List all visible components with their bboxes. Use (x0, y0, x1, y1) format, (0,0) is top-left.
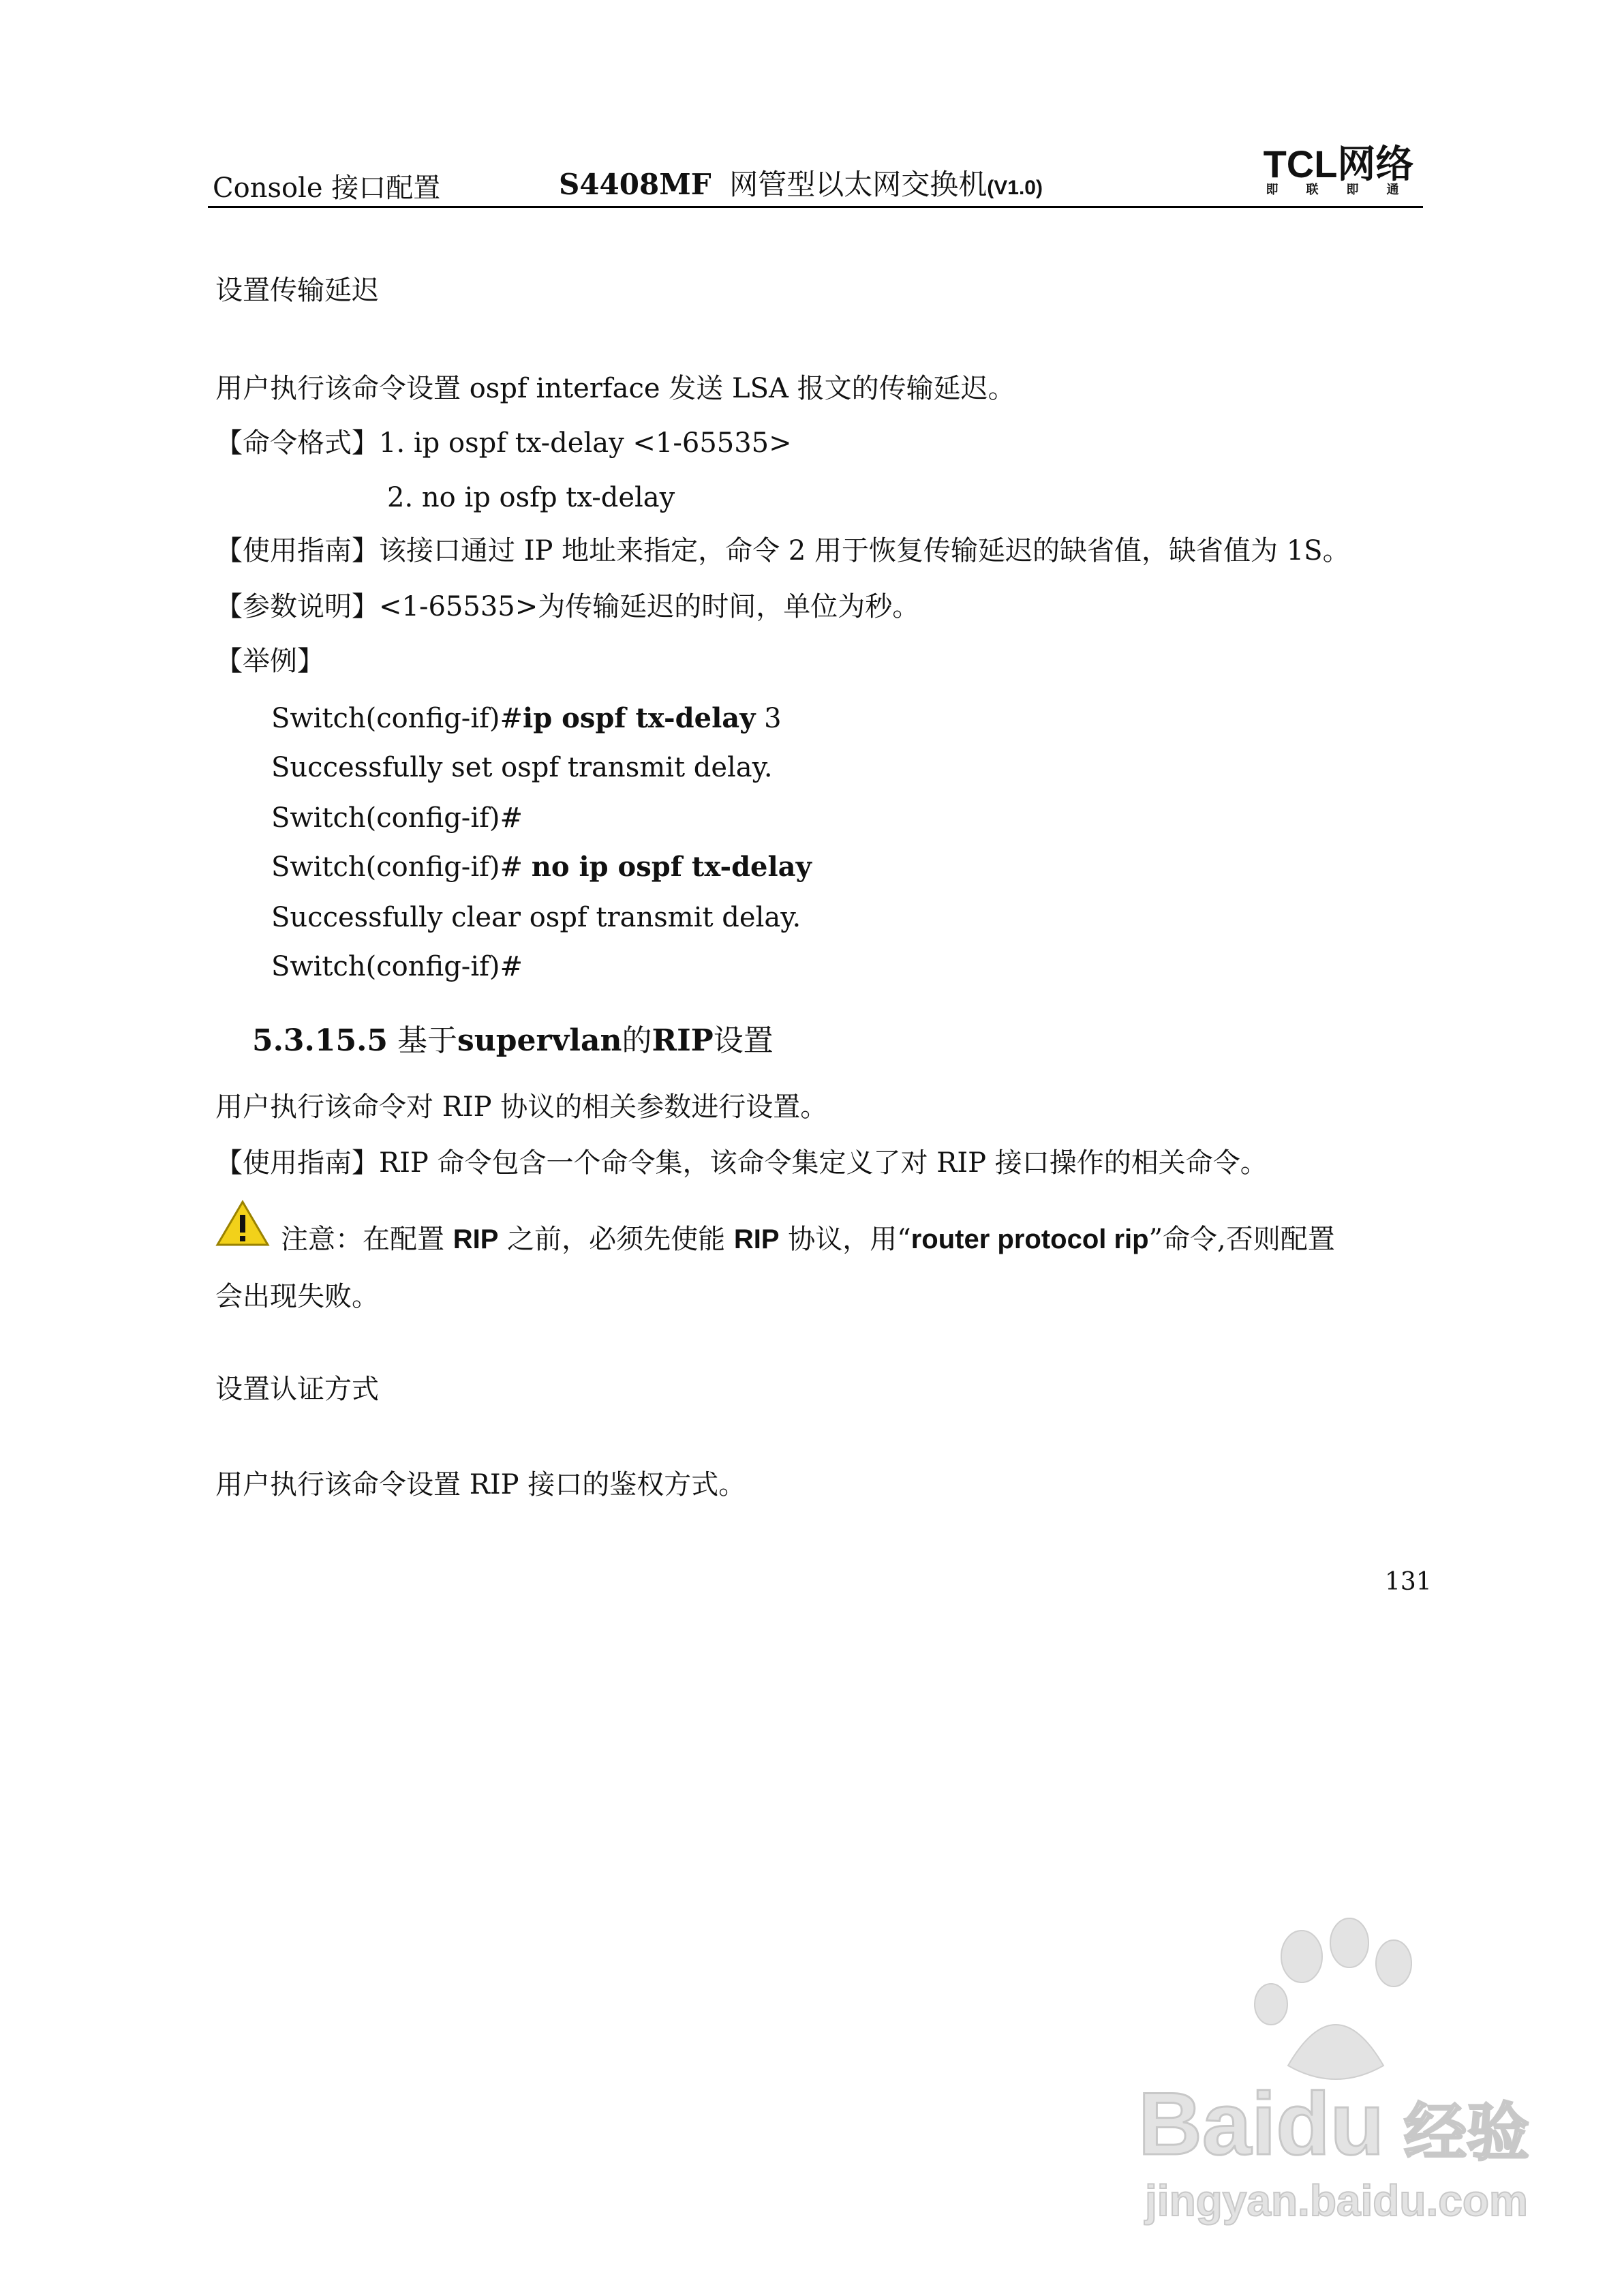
example-line-6: Switch(config-if)# (271, 951, 523, 982)
example-line-3: Switch(config-if)# (271, 802, 523, 834)
note-text-d: RIP (733, 1224, 780, 1254)
note-text-g: ”命令,否则配置 (1148, 1224, 1335, 1255)
heading-tx-delay: 设置传输延迟 (215, 275, 379, 306)
section-number: 5.3.15.5 (252, 1023, 388, 1058)
param-desc-label: 【参数说明】 (215, 591, 379, 622)
header-rule (208, 206, 1423, 208)
usage-guide-text: 该接口通过 IP 地址来指定，命令 2 用于恢复传输延迟的缺省值，缺省值为 1S。 (379, 535, 1350, 567)
header-section-label: Console 接口配置 (213, 172, 441, 204)
rip-usage-guide-text: RIP 命令包含一个命令集，该命令集定义了对 RIP 接口操作的相关命令。 (379, 1147, 1268, 1179)
tx-delay-description: 用户执行该命令设置 ospf interface 发送 LSA 报文的传输延迟。 (215, 373, 1015, 404)
paw-icon (1255, 1918, 1411, 2079)
header-version: (V1.0) (987, 177, 1043, 199)
example-line-4 (271, 851, 812, 883)
section-text-1: 基于 (397, 1023, 458, 1058)
command-format-label: 【命令格式】 (215, 427, 379, 459)
command-format-2: 2. no ip osfp tx-delay (387, 482, 675, 513)
note-text-e: 协议，用“ (779, 1224, 911, 1255)
header-model: S4408MF (559, 168, 711, 201)
example-arg: 3 (755, 703, 782, 734)
example-line-2: Successfully set ospf transmit delay. (271, 752, 773, 783)
warning-icon (215, 1200, 270, 1248)
section-text-5: 设置 (713, 1023, 774, 1058)
logo-main-text: TCL网络 (1263, 142, 1414, 185)
rip-description: 用户执行该命令对 RIP 协议的相关参数进行设置。 (215, 1091, 828, 1123)
heading-auth-mode: 设置认证方式 (215, 1374, 379, 1405)
note-line-1 (281, 1223, 1335, 1256)
note-command: router protocol rip (911, 1224, 1149, 1254)
example-line-1 (271, 702, 782, 735)
example-label: 【举例】 (215, 646, 324, 677)
example-line-5: Successfully clear ospf transmit delay. (271, 902, 801, 933)
section-heading (252, 1016, 774, 1059)
page-number: 131 (1385, 1568, 1432, 1596)
command-format-1: 1. ip ospf tx-delay <1-65535> (379, 427, 792, 459)
param-desc-text: <1-65535>为传输延迟的时间，单位为秒。 (379, 591, 920, 622)
usage-guide-label: 【使用指南】 (215, 535, 379, 567)
example-command: ip ospf tx-delay (523, 702, 756, 734)
note-text-c: 之前，必须先使能 (498, 1224, 734, 1255)
note-text-b: RIP (453, 1224, 499, 1254)
watermark-brand: Baidu (1138, 2074, 1385, 2173)
example-prompt: Switch(config-if)# (271, 851, 532, 883)
header-title-text: 网管型以太网交换机 (729, 168, 988, 201)
watermark-service: 经验 (1404, 2096, 1530, 2169)
param-desc-line (215, 590, 919, 623)
example-command: no ip ospf tx-delay (531, 851, 812, 883)
auth-mode-description: 用户执行该命令设置 RIP 接口的鉴权方式。 (215, 1469, 746, 1500)
tcl-logo (1251, 142, 1426, 196)
example-prompt: Switch(config-if)# (271, 703, 523, 734)
note-line-2: 会出现失败。 (215, 1281, 379, 1312)
usage-guide-line (215, 534, 1350, 567)
rip-usage-guide-label: 【使用指南】 (215, 1147, 379, 1179)
note-text-a: 注意：在配置 (281, 1224, 453, 1255)
command-format-line (215, 427, 792, 459)
section-text-4: RIP (652, 1023, 714, 1058)
section-text-2: supervlan (457, 1023, 622, 1058)
logo-sub-text: 即 联 即 通 (1266, 183, 1411, 196)
rip-usage-guide-line (215, 1147, 1268, 1179)
baidu-watermark (1131, 1909, 1540, 2236)
watermark-url: jingyan.baidu.com (1145, 2176, 1528, 2225)
header-document-title (559, 162, 1043, 203)
section-text-3: 的 (622, 1023, 652, 1058)
